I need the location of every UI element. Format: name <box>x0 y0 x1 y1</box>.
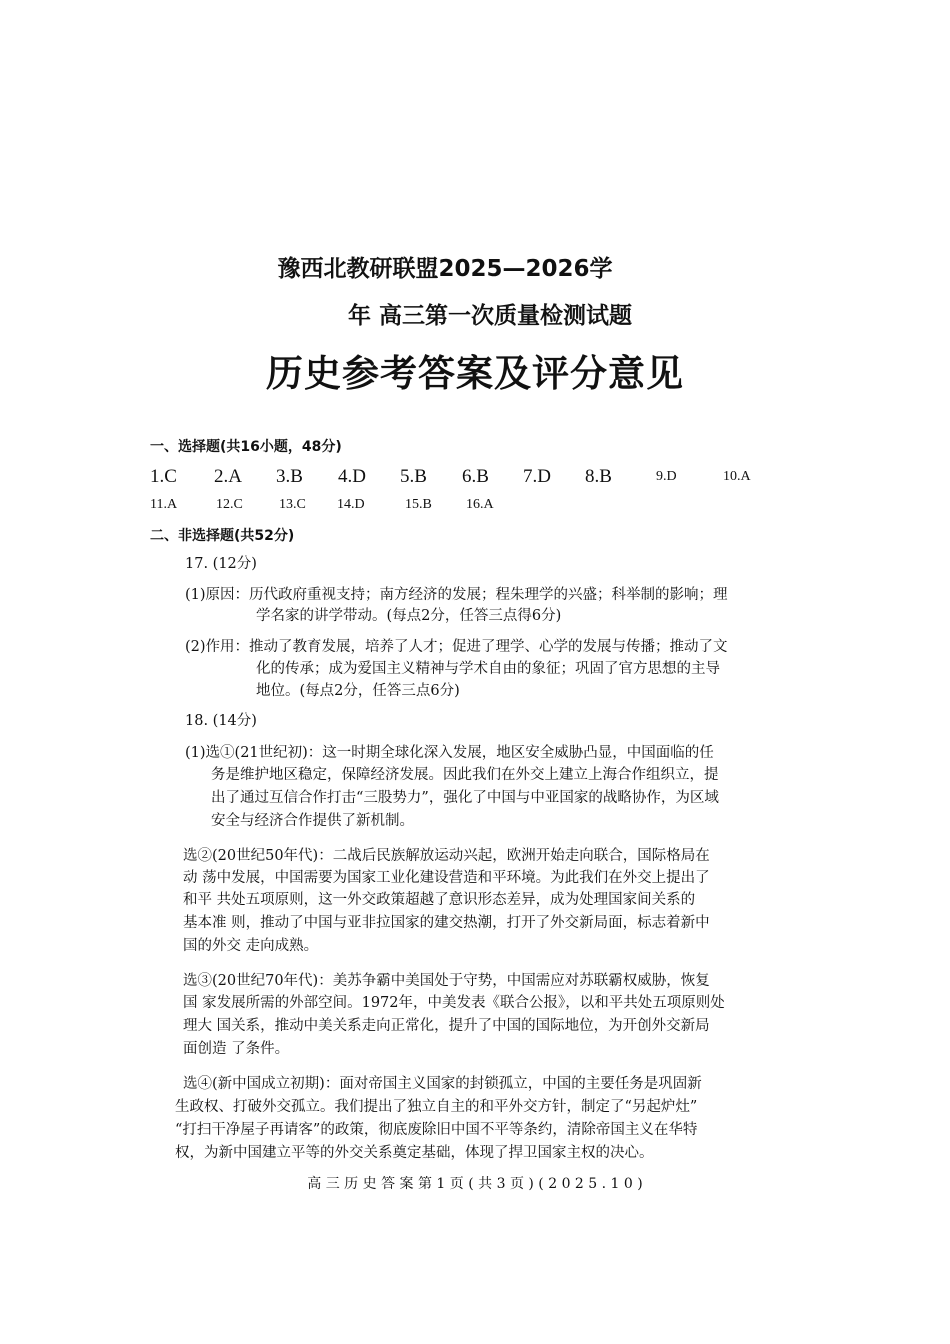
q17-part1-line2: 学名家的讲学带动。(每点2分，任答三点得6分) <box>256 608 562 624</box>
q18-option3-line1: 选③(20世纪70年代)：美苏争霸中美国处于守势，中国需应对苏联霸权威胁，恢复 <box>183 973 710 989</box>
q18-option1-line1: (1)选①(21世纪初)：这一时期全球化深入发展，地区安全威胁凸显，中国面临的任 <box>185 745 714 761</box>
answer-15: 15.B <box>405 497 432 512</box>
answer-16: 16.A <box>466 497 494 512</box>
q18-option3-line2: 国 家发展所需的外部空间。1972年，中美发表《联合公报》，以和平共处五项原则处 <box>183 995 725 1011</box>
answer-8: 8.B <box>585 466 612 487</box>
page-footer: 高 三 历 史 答 案 第 1 页 ( 共 3 页 ) ( 2 0 2 5 . 1 0 ) <box>307 1176 643 1192</box>
q17-label: 17. (12分) <box>185 556 257 572</box>
q17-part2-line1: (2)作用：推动了教育发展，培养了人才；促进了理学、心学的发展与传播；推动了文 <box>185 639 728 655</box>
answer-7: 7.D <box>523 466 551 487</box>
q17-part2-line2: 化的传承；成为爱国主义精神与学术自由的象征；巩固了官方思想的主导 <box>256 661 720 677</box>
q18-option4-line3: “打扫干净屋子再请客”的政策，彻底废除旧中国不平等条约，清除帝国主义在华特 <box>175 1122 698 1138</box>
q18-option2-line4: 基本准 则，推动了中国与亚非拉国家的建交热潮，打开了外交新局面，标志着新中 <box>183 915 710 931</box>
answer-2: 2.A <box>214 466 242 487</box>
q18-option1-line4: 安全与经济合作提供了新机制。 <box>211 813 414 829</box>
answer-13: 13.C <box>279 497 306 512</box>
answer-12: 12.C <box>216 497 243 512</box>
document-subtitle: 历史参考答案及评分意见 <box>266 351 684 395</box>
q18-option3-line3: 理大 国关系，推动中美关系走向正常化，提升了中国的国际地位，为开创外交新局 <box>183 1018 710 1034</box>
q18-option2-line1: 选②(20世纪50年代)：二战后民族解放运动兴起，欧洲开始走向联合，国际格局在 <box>183 848 710 864</box>
q18-option3-line4: 面创造 了条件。 <box>183 1041 290 1057</box>
q17-part1-line1: (1)原因：历代政府重视支持；南方经济的发展；程朱理学的兴盛；科举制的影响；理 <box>185 587 728 603</box>
q18-option2-line2: 动 荡中发展，中国需要为国家工业化建设营造和平环境。为此我们在外交上提出了 <box>183 870 710 886</box>
title-line-2: 年 高三第一次质量检测试题 <box>347 303 632 329</box>
q18-label: 18. (14分) <box>185 713 257 729</box>
section2-heading: 二、非选择题(共52分) <box>150 528 295 544</box>
answer-11: 11.A <box>150 497 178 512</box>
q18-option2-line5: 国的外交 走向成熟。 <box>183 938 319 954</box>
answer-3: 3.B <box>276 466 303 487</box>
q18-option1-line2: 务是维护地区稳定，保障经济发展。因此我们在外交上建立上海合作组织立，提 <box>211 767 719 783</box>
answer-14: 14.D <box>337 497 365 512</box>
q18-option2-line3: 和平 共处五项原则，这一外交政策超越了意识形态差异，成为处理国家间关系的 <box>183 892 696 908</box>
answer-1: 1.C <box>150 466 177 487</box>
answer-5: 5.B <box>400 466 427 487</box>
title-line-1: 豫西北教研联盟2025—2026学 <box>277 256 613 282</box>
answer-10: 10.A <box>723 469 751 484</box>
answer-9: 9.D <box>656 469 677 484</box>
q18-option1-line3: 出了通过互信合作打击“三股势力”，强化了中国与中亚国家的战略协作，为区域 <box>211 790 719 806</box>
q18-option4-line4: 权，为新中国建立平等的外交关系奠定基础，体现了捍卫国家主权的决心。 <box>175 1145 654 1161</box>
section1-heading: 一、选择题(共16小题，48分) <box>150 439 342 455</box>
document-title <box>0 250 950 330</box>
q17-part2-line3: 地位。(每点2分，任答三点6分) <box>256 683 460 699</box>
q18-option4-line2: 生政权、打破外交孤立。我们提出了独立自主的和平外交方针，制定了“另起炉灶” <box>175 1099 698 1115</box>
q18-option4-line1: 选④(新中国成立初期)：面对帝国主义国家的封锁孤立，中国的主要任务是巩固新 <box>183 1076 702 1092</box>
answer-6: 6.B <box>462 466 489 487</box>
answer-4: 4.D <box>338 466 366 487</box>
